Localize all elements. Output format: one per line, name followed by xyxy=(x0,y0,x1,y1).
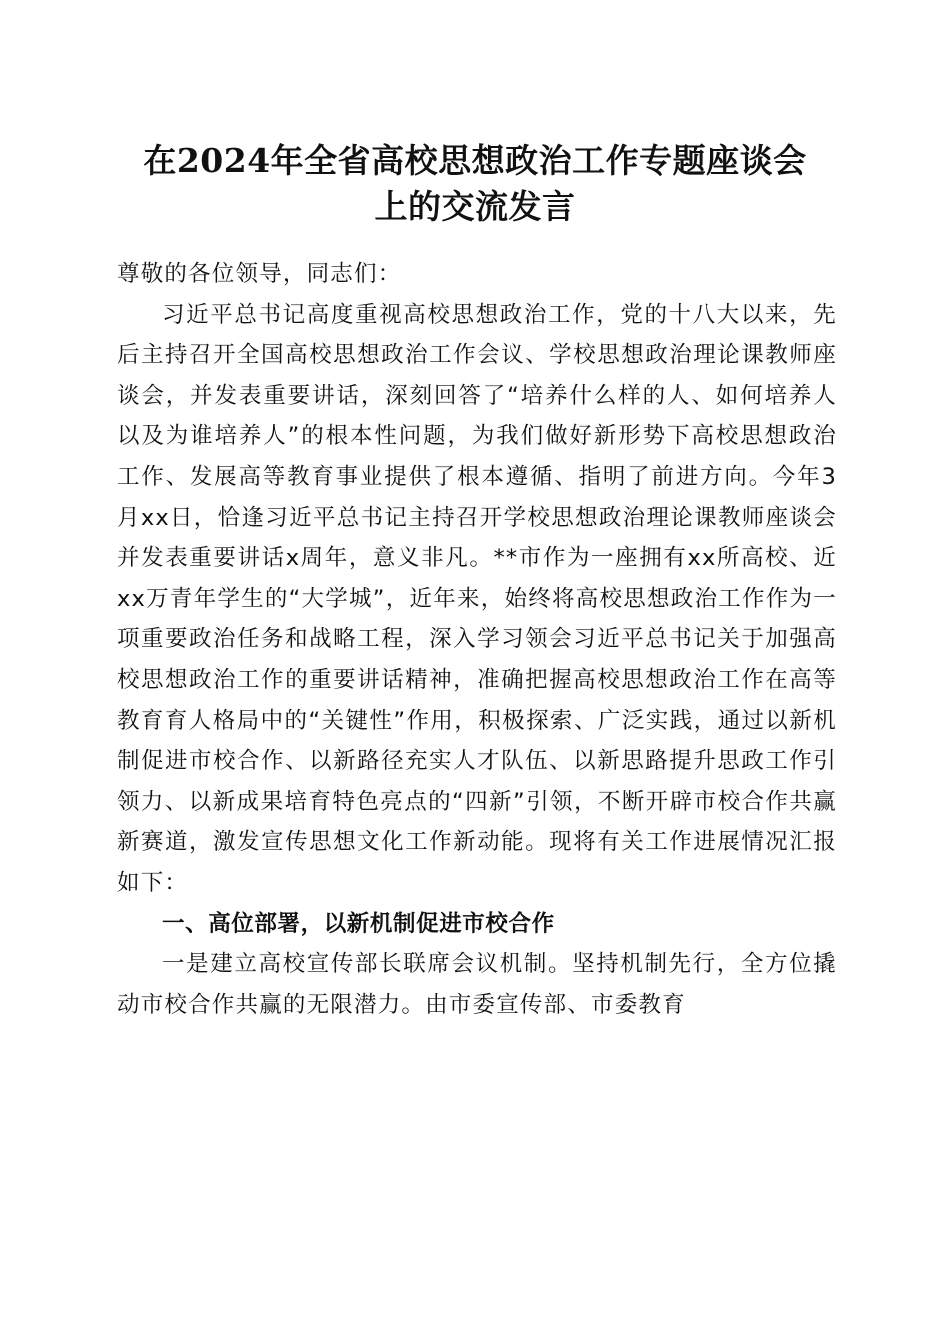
section-heading-1: 一、高位部署，以新机制促进市校合作 xyxy=(162,910,555,937)
document-title-line-1: 在2024年全省高校思想政治工作专题座谈会 xyxy=(143,141,807,180)
salutation: 尊敬的各位领导，同志们： xyxy=(117,261,402,287)
paragraph-intro: 习近平总书记高度重视高校思想政治工作，党的十八大以来，先后主持召开全国高校思想政治工作会议、学校思想政治理论课教师座谈会，并发表重要讲话，深刻回答了“培养什么样的人、如何培养人以及为谁培养人”的根本性问题，为我们做好新形势下高校思想政治工作、发展高等教育事业提供了根本遵循、指明了前进方向。今年3月xx日，恰逢习近平总书记主持召开学校思想政治理论课教师座谈会并发表重要讲话x周年，意义非凡。**市作为一座拥有xx所高校、近xx万青年学生的“大学城”，近年来，始终将高校思想政治工作作为一项重要政治任务和战略工程，深入学习领会习近平总书记关于加强高校思想政治工作的重要讲话精神，准确把握高校思想政治工作在高等教育育人格局中的“关键性”作用，积极探索、广泛实践，通过以新机制促进市校合作、以新路径充实人才队伍、以新思路提升思政工作引领力、以新成果培育特色亮点的“四新”引领，不断开辟市校合作共赢新赛道，激发宣传思想文化工作新动能。现将有关工作进展情况汇报如下： xyxy=(117,301,837,896)
paragraph-section-1: 一是建立高校宣传部长联席会议机制。坚持机制先行，全方位撬动市校合作共赢的无限潜力。由市委宣传部、市委教育 xyxy=(117,951,837,1018)
document-title-line-2: 上的交流发言 xyxy=(374,187,576,226)
document-body xyxy=(117,254,837,1025)
